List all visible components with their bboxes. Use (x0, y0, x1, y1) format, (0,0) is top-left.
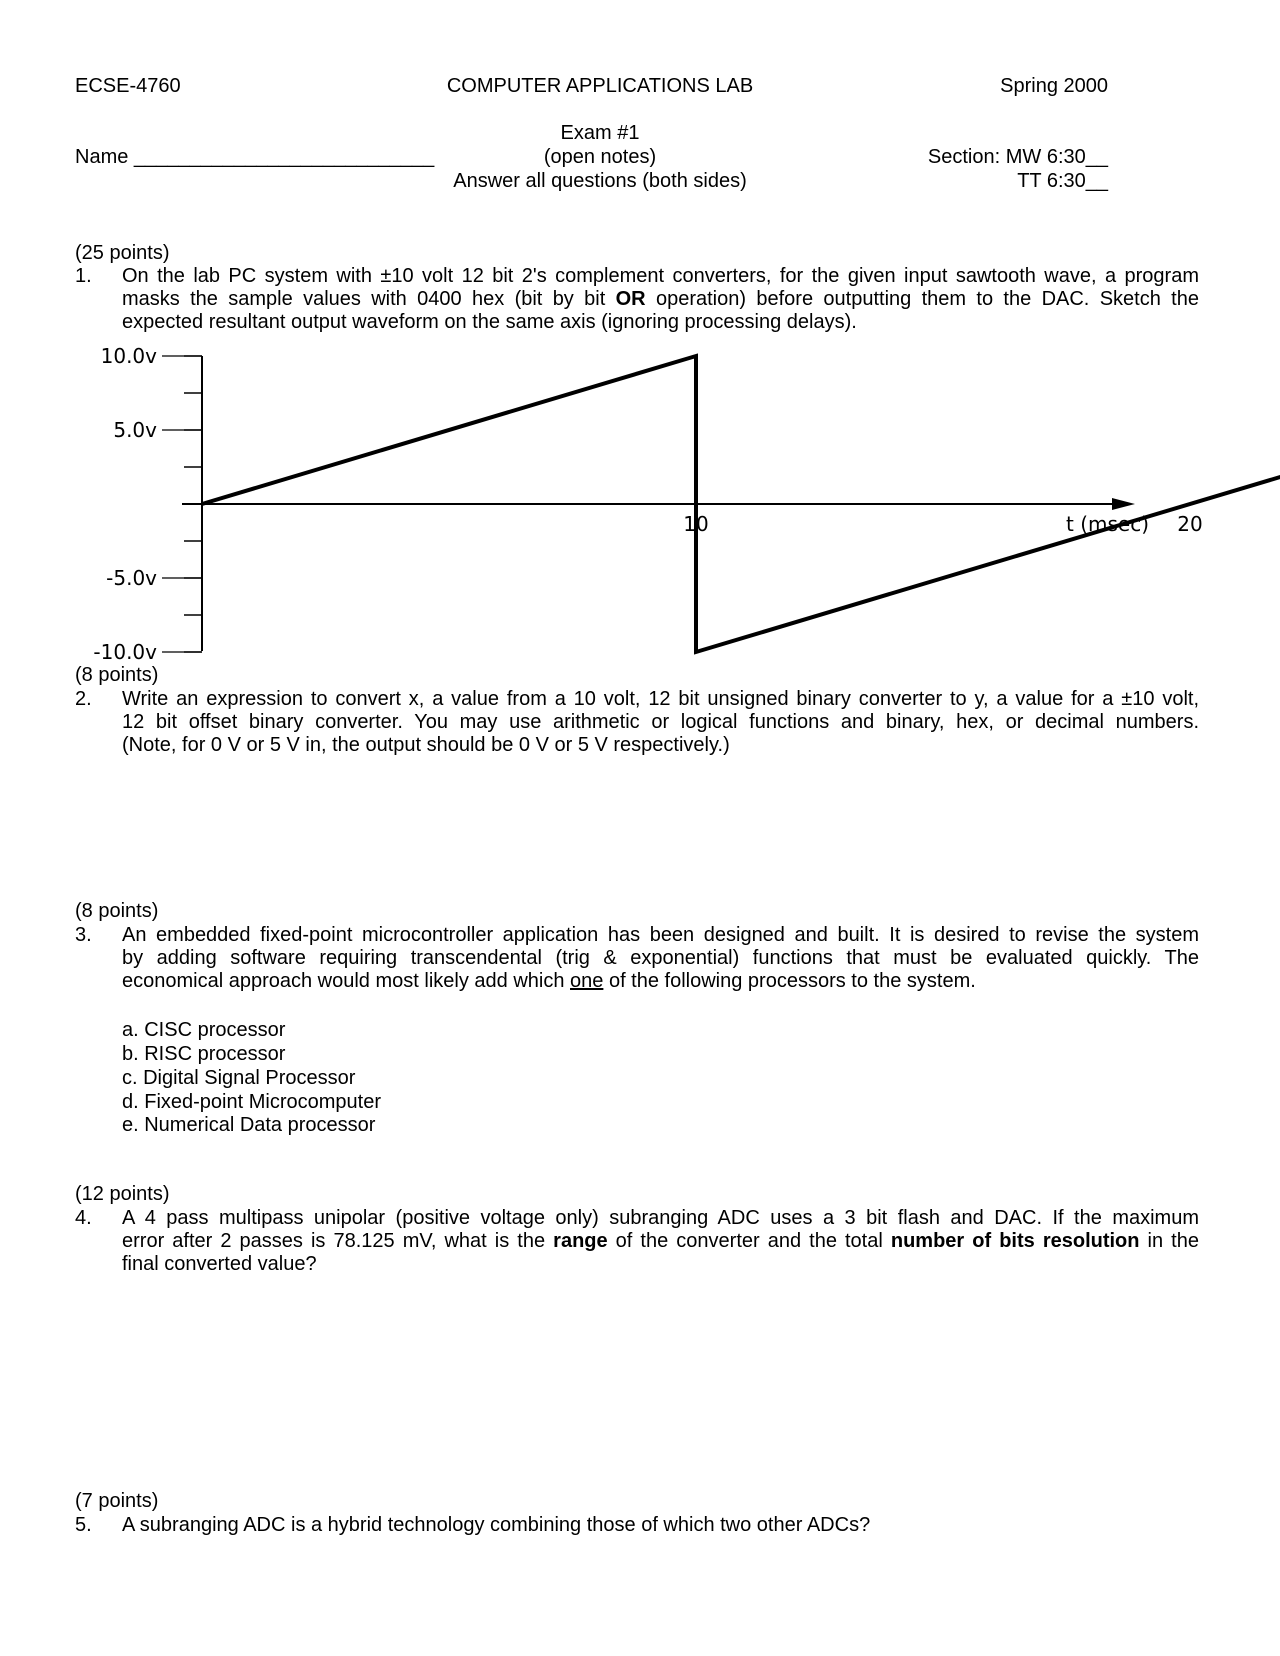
q1-points: (25 points) (75, 242, 170, 264)
name-field[interactable]: Name ___________________________ (75, 146, 435, 168)
q4-line2-a: error after 2 passes is 78.125 mV, what is the (122, 1230, 554, 1252)
q2-line1: Write an expression to convert x, a value from a 10 volt, 12 bit unsigned binary converter to y, a value for a ±10 volt, (122, 688, 1199, 710)
q3-option-e: e. Numerical Data processor (122, 1114, 376, 1136)
x-axis-label: t (msec) (1066, 512, 1150, 536)
sawtooth-chart (0, 0, 1280, 680)
q1-or-keyword: OR (615, 288, 646, 310)
q3-line3-a: economical approach would most likely add which (122, 970, 571, 992)
q3-option-b: b. RISC processor (122, 1043, 286, 1065)
q3-points: (8 points) (75, 900, 159, 922)
course-code: ECSE-4760 (75, 75, 181, 97)
q4-line2-b: of the converter and the total (607, 1230, 891, 1252)
section-mw: Section: MW 6:30__ (927, 146, 1108, 168)
x-axis-arrowhead (1112, 498, 1135, 510)
y-tick-label: -10.0v (93, 640, 157, 664)
q2-number: 2. (75, 688, 92, 710)
q3-line1: An embedded fixed-point microcontroller application has been designed and built. It is desired to revise the system (122, 924, 1199, 946)
q3-option-c: c. Digital Signal Processor (122, 1067, 356, 1089)
q3-line3-b: of the following processors to the system. (603, 970, 976, 992)
q4-line2-c: in the (1139, 1230, 1199, 1252)
y-tick-label: 5.0v (113, 418, 157, 442)
x-tick-label: 20 (1177, 512, 1203, 536)
q4-bits-keyword: number of bits resolution (890, 1230, 1140, 1252)
q2-line3: (Note, for 0 V or 5 V in, the output should be 0 V or 5 V respectively.) (122, 734, 730, 756)
exam-title: Exam #1 (560, 122, 640, 144)
term: Spring 2000 (1000, 75, 1108, 97)
exam-notes: (open notes) (543, 146, 657, 168)
q3-number: 3. (75, 924, 92, 946)
q3-option-a: a. CISC processor (122, 1019, 286, 1041)
q3-one-underlined: one (570, 970, 604, 992)
q2-points: (8 points) (75, 664, 159, 686)
q3-text (122, 924, 1199, 993)
q5-points: (7 points) (75, 1490, 159, 1512)
q1-number: 1. (75, 265, 92, 287)
q4-points: (12 points) (75, 1183, 170, 1205)
q3-option-d: d. Fixed-point Microcomputer (122, 1091, 381, 1113)
q4-line3: final converted value? (122, 1253, 317, 1275)
q2-text (122, 688, 1199, 757)
q1-line3: expected resultant output waveform on the same axis (ignoring processing delays). (122, 311, 857, 333)
q2-line2: 12 bit offset binary converter. You may use arithmetic or logical functions and binary, hex, or decimal numbers. (122, 711, 1199, 733)
q4-range-keyword: range (553, 1230, 608, 1252)
q1-line1: On the lab PC system with ±10 volt 12 bit 2's complement converters, for the given input sawtooth wave, a program (122, 265, 1199, 287)
q1-line2-a: masks the sample values with 0400 hex (bit by bit (122, 288, 616, 310)
y-tick-label: -5.0v (106, 566, 157, 590)
q3-line2: by adding software requiring transcendental (trig & exponential) functions that must be evaluated quickly. The (122, 947, 1199, 969)
q4-text (122, 1207, 1199, 1276)
q3-line3 (122, 970, 1199, 993)
section-tt: TT 6:30__ (1017, 170, 1108, 192)
q4-line2 (122, 1230, 1199, 1253)
q5-number: 5. (75, 1514, 92, 1536)
exam-instructions: Answer all questions (both sides) (453, 170, 747, 192)
q1-line2-b: operation) before outputting them to the DAC. Sketch the (645, 288, 1199, 310)
q4-number: 4. (75, 1207, 92, 1229)
q4-line1: A 4 pass multipass unipolar (positive voltage only) subranging ADC uses a 3 bit flash and DAC. If the maximum (122, 1207, 1199, 1229)
x-tick-label: 10 (683, 512, 709, 536)
y-tick-label: 10.0v (100, 344, 157, 368)
q5-text: A subranging ADC is a hybrid technology combining those of which two other ADCs? (122, 1514, 871, 1536)
lab-title: COMPUTER APPLICATIONS LAB (446, 75, 754, 97)
